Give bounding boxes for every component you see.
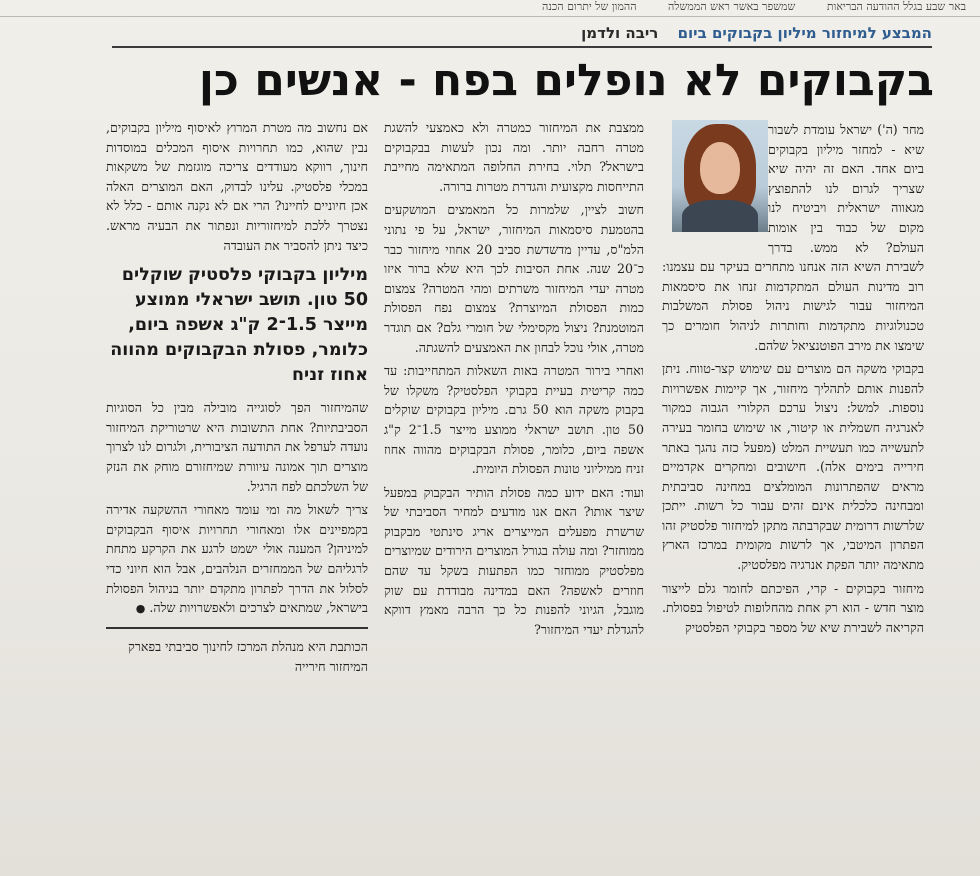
column-right [662, 120, 924, 820]
pull-quote: מיליון בקבוקי פלסטיק שוקלים 50 טון. תושב ישראלי ממוצע מייצר 1.5־2 ק"ג אשפה ביום, כלומר, פסולת הבקבוקים מהווה אחוז זניח [110, 265, 368, 386]
end-mark-icon: ● [135, 602, 146, 616]
paragraph: מחר (ה') ישראל עומדת לשבור שיא - למחזר מיליון בקבוקים ביום אחד. האם זה יהיה שיא שצריך לגרום לנו להתפוצץ מגאווה ישראלית ויביטיח לנו מקום של כבוד בין אומות העולם? לא ממש. בדרך לשבירת השיא הזה אנחנו מתחרים בעיקר עם עצמנו: רוב מדינות העולם המתקדמות זנחו את סיסמאות המיחזור עבור לגישות ניהול פסולת המשלבות טכנולוגיות מתקדמות וחותרות לניהול חומרים כך שימצו את מירב הפוטנציאל שלהם. [662, 122, 924, 353]
top-strip-item: ההמון של יתרום הכנה [542, 0, 637, 13]
paragraph: ועוד: האם ידוע כמה פסולת הותיר הבקבוק במפעל שיצר אותו? האם אנו מודעים למחיר הסביבתי של שרשרת מפעלים המייצרים אריג סינתטי מבקבוק ממוחזר? ומה עולה בגורל המוצרים הירודים שמיוצרים מפלסטיק ממוחזר כמו הפתעות בשקל עד שהם חוזרים לאשפה? האם במדינה מבודדת עם שוק מוגבל, הגיוני להפנות כל כך הרבה מאמץ דווקא להגדלת יעדי המיחזור? [384, 484, 644, 637]
author-name: ריבה ולדמן [581, 24, 659, 42]
top-strip [0, 0, 980, 17]
paragraph: שהמיחזור הפך לסוגייה מובילה מבין כל הסוגיות הסביבתיות? אחת התשובות היא שרטוריקת המיחזור נועדה לערפל את התודעה הציבורית, ולגרום לנו לצרוך מוצרים תוך אמונה עיוורת שמיחזורם מוחק את הנזק של השלכתם לפח הרגיל. [106, 400, 368, 494]
paragraph: חשוב לציין, שלמרות כל המאמצים המושקעים בהטמעת סיסמאות המיחזור, ישראל, על פי נתוני הלמ"ס, עדיין מדשדשת סביב 20 אחוזי מיחזור כבר כ־20 שנה. אחת הסיבות לכך היא שלא ברור איזו מטרה יעדי המיחזור משרתים ומהי המטרה? צמצום כמות הפסולת המיוצרת? צמצום נפח הפסולת המוטמנת? ניצול מקסימלי של חומרי גלם? אם תוגדר מטרה, אולי נוכל לבחון את האמצעים להשגתה. [384, 202, 644, 355]
paragraph: ואחרי בירור המטרה באות השאלות המתחייבות: עד כמה קריטית בעיית בקבוקי הפלסטיק? משקלו של בקבוק משקה הוא 50 גרם. מיליון בקבוקים שוקלים 50 טון. תושב ישראלי ממוצע מייצר 1.5־2 ק"ג אשפה ביום, כלומר, פסולת הבקבוקים מהווה אחוז זניח ממיליוני טונות הפסולת היומית. [384, 363, 644, 477]
article-kicker [112, 22, 932, 48]
top-strip-item: שמשפר באשר ראש הממשלה [668, 0, 796, 13]
kicker-topic: המבצע למיחזור מיליון בקבוקים ביום [677, 24, 932, 42]
paragraph [106, 500, 368, 619]
article-headline: בקבוקים לא נופלים בפח - אנשים כן [198, 55, 934, 106]
paragraph: ממצבת את המיחזור כמטרה ולא כאמצעי להשגת מטרה רחבה יותר. ומה נכון לעשות בבקבוקים בישראל? תלוי. בחירת החלופה המתאימה מחייבת התייחסות מקצועית והגדרת מטרות ברורה. [384, 120, 644, 194]
author-bio: הכותבת היא מנהלת המרכז לחינוך סביבתי בפארק המיחזור חירייה [106, 627, 368, 677]
top-strip-item: באר שבע בגלל ההודעה הבריאות [826, 0, 966, 13]
column-middle [384, 118, 644, 808]
paragraph: בקבוקי משקה הם מוצרים עם שימוש קצר-טווח. ניתן להפנות אותם לתהליך מיחזור, אך קיימות אפשרויות נוספות. למשל: ניצול ערכם הקלורי הגבוה כמקור לאנרגיה חשמלית או קיטור, או שימוש בחומר בעירה לתעשייה כמו תעשיית המלט (מפעל כזה נהגך באתר חירייה בימים אלה). חישובים ומחקרים אקדמיים מראים שהפתרונות המומלצים במחינה סביבתית ומבחינה כלכלית אינם זהים עבור כל רשות. ייתכן שלרשות דרומית שבקרבתה מתקן למיחזור פלסטיק זהו הפתרון המיטבי, אך לרשות מקומית במרכז הארץ מתאימה יותר הפקת אנרגיה מפלסטיק. [662, 361, 924, 573]
column-left [106, 118, 368, 808]
paragraph: מיחזור בקבוקים - קרי, הפיכתם לחומר גלם לייצור מוצר חדש - הוא רק אחת מהחלופות לטיפול בפסולת. הקריאה לשבירת שיא של מספר בקבוקי הפלסטיק [662, 580, 924, 635]
paragraph: אם נחשוב מה מטרת המרוץ לאיסוף מיליון בקבוקים, נבין שהוא, כמו תחרויות איסוף המכלים במוסדות חינוך, רווקא מעודדים צריכה מוגזמת של משקאות במכלי פלסטיק. עלינו לבדוק, האם המוצרים האלה אכן חיוניים לחיינו? הרי אם לא נקנה אותם - כלל לא נצטרך ללכת למיחזוריות ונפתור את הבעיה מראש. כיצד ניתן להסביר את העובדה [106, 120, 368, 253]
author-portrait-icon [672, 120, 768, 232]
paragraph-text: צריך לשאול מה ומי עומד מאחורי ההשקעה אדירה בקמפיינים אלו ומאחורי תחרויות איסוף הבקבוקים למיניהן? המענה אולי ישמט לרגע את הקרקע מתחת לרגליהם של הממחזרים הנלהבים, אבל הוא חיוני כדי לסלול את הדרך לפתרון מתקדם יותר בניהול הפסולת בישראל, שמתאים לצרכים ולאפשרויות שלה. [106, 502, 368, 616]
